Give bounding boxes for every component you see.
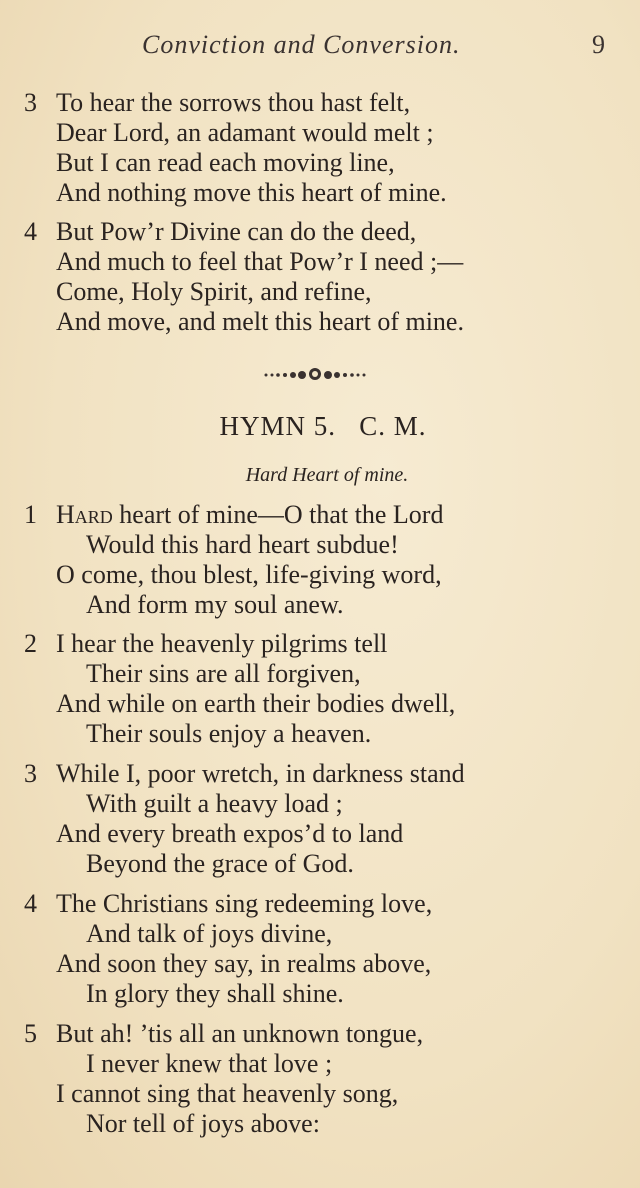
verse-text: Come, Holy Spirit, and refine, bbox=[56, 277, 372, 306]
verse-text: I cannot sing that heavenly song, bbox=[56, 1079, 399, 1108]
verse-text bbox=[56, 500, 443, 530]
stanza-number: 1 bbox=[24, 500, 37, 529]
verse-line bbox=[0, 530, 640, 560]
verse-line bbox=[0, 659, 640, 689]
verse-text: Dear Lord, an adamant would melt ; bbox=[56, 118, 434, 147]
verse-text: I hear the heavenly pilgrims tell bbox=[56, 629, 388, 658]
verse-line bbox=[0, 949, 640, 979]
first-word: Hard bbox=[56, 500, 113, 529]
verse-text: But Pow’r Divine can do the deed, bbox=[56, 217, 417, 246]
stanza-number: 4 bbox=[24, 889, 37, 918]
verse-text: And move, and melt this heart of mine. bbox=[56, 307, 464, 336]
verse-line bbox=[0, 118, 640, 148]
verse-text: And every breath expos’d to land bbox=[56, 819, 404, 848]
verse-line bbox=[0, 307, 640, 337]
hymn-title: HYMN 5. C. M. bbox=[219, 411, 427, 441]
verse-text: And nothing move this heart of mine. bbox=[56, 178, 447, 207]
first-line-rest: heart of mine—O that the Lord bbox=[112, 500, 444, 529]
stanza-number: 3 bbox=[24, 759, 37, 788]
verse-line bbox=[0, 88, 640, 118]
verse-text: With guilt a heavy load ; bbox=[86, 789, 343, 818]
verse-text: Beyond the grace of God. bbox=[86, 849, 354, 878]
hymn-stanza-1 bbox=[0, 500, 640, 620]
verse-line bbox=[0, 789, 640, 819]
verse-text: To hear the sorrows thou hast felt, bbox=[56, 88, 411, 117]
verse-line bbox=[0, 1019, 640, 1049]
verse-text: But I can read each moving line, bbox=[56, 148, 395, 177]
verse-text: Would this hard heart subdue! bbox=[86, 530, 399, 559]
verse-line bbox=[0, 500, 640, 530]
running-head bbox=[0, 30, 640, 64]
verse-line bbox=[0, 889, 640, 919]
running-title: Conviction and Conversion. bbox=[142, 30, 461, 59]
verse-line bbox=[0, 247, 640, 277]
verse-text: But ah! ’tis all an unknown tongue, bbox=[56, 1019, 424, 1048]
verse-line bbox=[0, 819, 640, 849]
verse-text: While I, poor wretch, in darkness stand bbox=[56, 759, 465, 788]
stanza-number: 2 bbox=[24, 629, 37, 658]
verse-line bbox=[0, 277, 640, 307]
verse-text: In glory they shall shine. bbox=[86, 979, 344, 1008]
verse-line bbox=[0, 1109, 640, 1139]
verse-line bbox=[0, 178, 640, 208]
stanza-number: 5 bbox=[24, 1019, 37, 1048]
verse-line bbox=[0, 560, 640, 590]
verse-text: Nor tell of joys above: bbox=[86, 1109, 320, 1138]
hymn-stanza-3 bbox=[0, 759, 640, 879]
verse-text: O come, thou blest, life-giving word, bbox=[56, 560, 442, 589]
verse-text: The Christians sing redeeming love, bbox=[56, 889, 433, 918]
verse-text: Their sins are all forgiven, bbox=[86, 659, 361, 688]
verse-line bbox=[0, 217, 640, 247]
hymn-stanza-2 bbox=[0, 629, 640, 749]
verse-line bbox=[0, 590, 640, 620]
verse-text: And talk of joys divine, bbox=[86, 919, 333, 948]
verse-text: Their souls enjoy a heaven. bbox=[86, 719, 372, 748]
stanza-number: 3 bbox=[24, 88, 37, 117]
verse-line bbox=[0, 759, 640, 789]
verse-line bbox=[0, 1079, 640, 1109]
verse-text: I never knew that love ; bbox=[86, 1049, 333, 1078]
verse-text: And form my soul anew. bbox=[86, 590, 344, 619]
verse-line bbox=[0, 979, 640, 1009]
ornament-divider bbox=[262, 364, 368, 384]
prev-stanza-3 bbox=[0, 88, 640, 208]
hymn-stanza-5 bbox=[0, 1019, 640, 1139]
stanza-number: 4 bbox=[24, 217, 37, 246]
verse-line bbox=[0, 689, 640, 719]
verse-line bbox=[0, 719, 640, 749]
verse-text: And soon they say, in realms above, bbox=[56, 949, 432, 978]
verse-line bbox=[0, 919, 640, 949]
hymn-stanza-4 bbox=[0, 889, 640, 1009]
verse-text: And much to feel that Pow’r I need ;— bbox=[56, 247, 464, 276]
prev-stanza-4 bbox=[0, 217, 640, 337]
verse-text: And while on earth their bodies dwell, bbox=[56, 689, 456, 718]
verse-line bbox=[0, 849, 640, 879]
verse-line bbox=[0, 629, 640, 659]
hymn-subtitle: Hard Heart of mine. bbox=[245, 464, 409, 486]
verse-line bbox=[0, 1049, 640, 1079]
verse-line bbox=[0, 148, 640, 178]
page-number: 9 bbox=[592, 30, 605, 59]
